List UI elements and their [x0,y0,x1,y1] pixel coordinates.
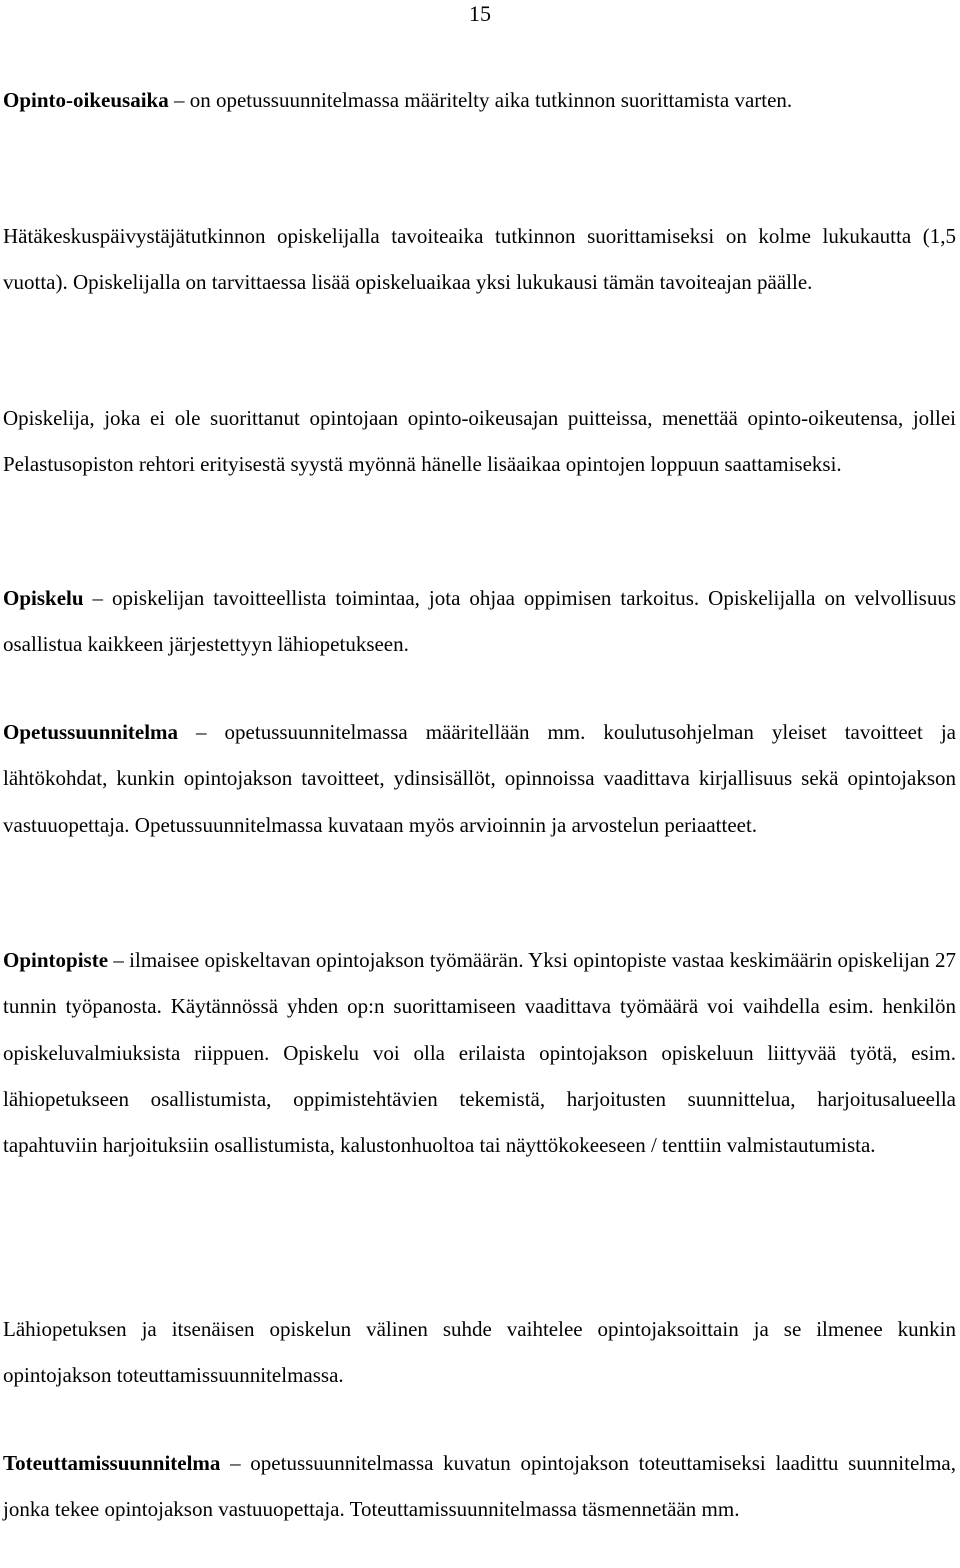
paragraph-opiskelu [3,575,956,668]
term-opiskelu: Opiskelu [3,586,84,610]
definition-toteuttamissuunnitelma: – opetussuunnitelmassa kuvatun opintojakson toteuttamiseksi laadittu suunnitelma, jonka tekee opintojakson vastuuopettaja. Toteuttamissuunnitelmassa täsmennetään mm. [3,1451,956,1522]
term-opetussuunnitelma: Opetussuunnitelma [3,720,179,744]
paragraph-opinto-oikeusaika [3,77,956,123]
paragraph-text: Hätäkeskuspäivystäjätutkinnon opiskelijalla tavoiteaika tutkinnon suorittamiseksi on kolme lukukautta (1,5 vuotta). Opiskelijalla on tarvittaessa lisää opiskeluaikaa yksi lukukausi tämän tavoiteajan päälle. [3,224,956,295]
paragraph-opetussuunnitelma [3,709,956,848]
paragraph-opintopiste [3,937,956,1168]
term-toteuttamissuunnitelma: Toteuttamissuunnitelma [3,1451,221,1475]
paragraph-tavoiteaika [3,213,956,306]
definition-opinto-oikeusaika: – on opetussuunnitelmassa määritelty aika tutkinnon suorittamista varten. [168,88,793,112]
paragraph-opinto-oikeuden-menetys [3,395,956,488]
definition-opetussuunnitelma: – opetussuunnitelmassa määritellään mm. koulutusohjelman yleiset tavoitteet ja lähtökohdat, kunkin opintojakson tavoitteet, ydinsisällöt, opinnoissa vaadittava kirjallisuus sekä opintojakson vastuuopettaja. Opetussuunnitelmassa kuvataan myös arvioinnin ja arvostelun periaatteet. [3,720,956,837]
page-number: 15 [469,1,491,26]
paragraph-text: Opiskelija, joka ei ole suorittanut opintojaan opinto-oikeusajan puitteissa, menettää opinto-oikeutensa, jollei Pelastusopiston rehtori erityisestä syystä myönnä hänelle lisäaikaa opintojen loppuun saattamiseksi. [3,406,956,477]
term-opintopiste: Opintopiste [3,948,109,972]
term-opinto-oikeusaika: Opinto-oikeusaika [3,88,169,112]
definition-opiskelu: – opiskelijan tavoitteellista toimintaa, jota ohjaa oppimisen tarkoitus. Opiskelijalla on velvollisuus osallistua kaikkeen järjestettyyn lähiopetukseen. [3,586,956,657]
paragraph-toteuttamissuunnitelma [3,1440,956,1533]
paragraph-lahiopetus [3,1306,956,1399]
definition-opintopiste: – ilmaisee opiskeltavan opintojakson työmäärän. Yksi opintopiste vastaa keskimäärin opiskelijan 27 tunnin työpanosta. Käytännössä yhden op:n suorittamiseen vaadittava työmäärä voi vaihdella esim. henkilön opiskeluvalmiuksista riippuen. Opiskelu voi olla erilaista opintojakson opiskeluun liittyvää työtä, esim. lähiopetukseen osallistumista, oppimistehtävien tekemistä, harjoitusten suunnittelua, harjoitusalueella tapahtuviin harjoituksiin osallistumista, kalustonhuoltoa tai näyttökokeeseen / tenttiin valmistautumista. [3,948,956,1158]
paragraph-text: Lähiopetuksen ja itsenäisen opiskelun välinen suhde vaihtelee opintojaksoittain ja se ilmenee kunkin opintojakson toteuttamissuunnitelmassa. [3,1317,956,1388]
